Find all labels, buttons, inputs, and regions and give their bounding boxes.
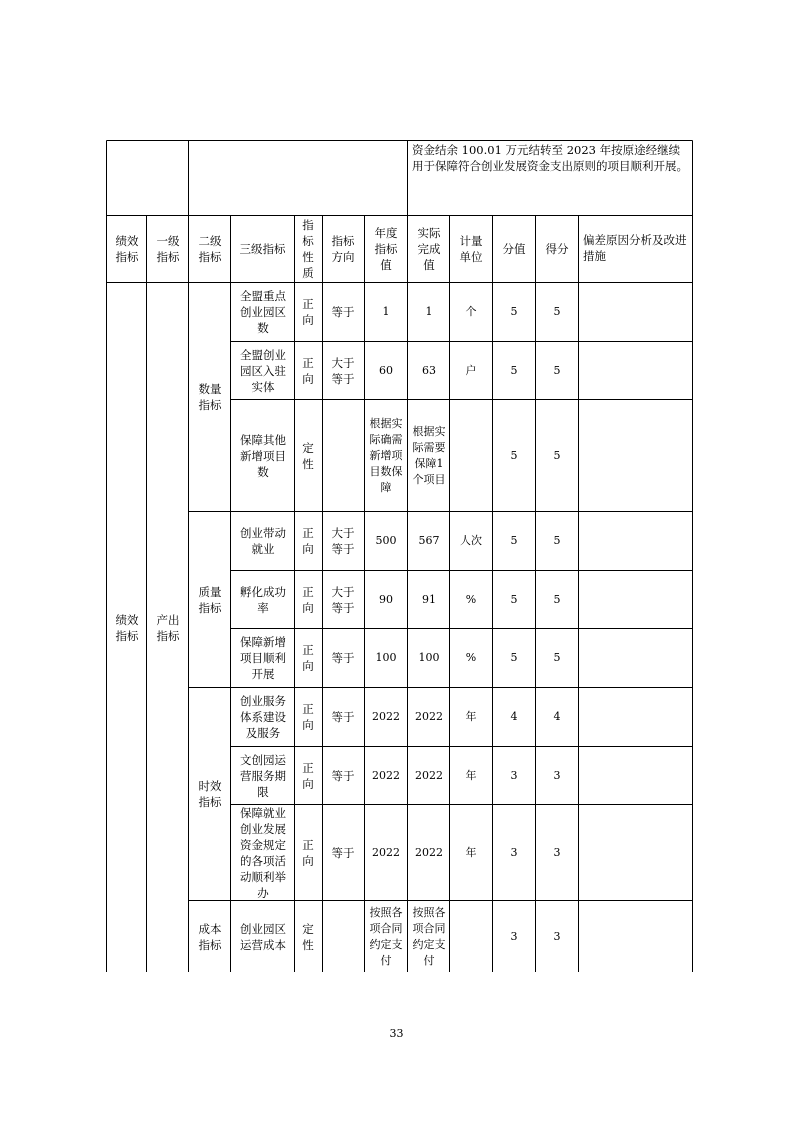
cell-indicator-name: 文创园运营服务期限: [240, 752, 286, 799]
cell-direction: 大于等于: [331, 526, 355, 556]
cell-score: 5: [510, 651, 518, 664]
cell-actual: 63: [422, 363, 436, 377]
cell-score: 5: [510, 363, 518, 377]
cell-deviation-note: [579, 688, 692, 746]
cell-nature: 正向: [302, 355, 314, 386]
cell-actual: 根据实际需要保障1个项目: [412, 424, 446, 486]
cell-actual: 2022: [415, 768, 443, 782]
cell-got: 3: [553, 768, 561, 782]
cell-direction: [328, 901, 358, 972]
cell-indicator-name: 全盟重点创业园区数: [240, 289, 286, 335]
cell-indicator-name: 创业带动就业: [240, 526, 286, 556]
cell-got: 5: [553, 592, 561, 606]
cell-got: 3: [553, 845, 561, 859]
cell-unit: 人次: [460, 534, 482, 547]
cell-unit: 年: [465, 768, 477, 782]
cell-deviation-note: [579, 571, 692, 628]
cell-unit: 年: [465, 845, 477, 859]
cell-score: 5: [510, 592, 518, 606]
cell-unit: %: [465, 651, 477, 664]
cell-nature: 正向: [302, 526, 314, 556]
cell-deviation-note: [579, 342, 692, 399]
cell-nature: 正向: [302, 584, 314, 615]
cell-got: 3: [553, 929, 561, 943]
cell-nature: 正向: [302, 837, 314, 868]
merged-quantity: 数量指标: [198, 382, 222, 412]
cell-nature: 定性: [302, 440, 314, 471]
header-target: 年度指标值: [374, 226, 398, 272]
cell-score: 4: [510, 710, 518, 723]
cell-deviation-note: [579, 901, 692, 972]
cell-target: 1: [382, 305, 390, 318]
performance-table: [106, 140, 693, 972]
cell-score: 5: [510, 305, 518, 318]
cell-score: 3: [510, 768, 518, 782]
page-number: 33: [389, 1027, 404, 1040]
cell-indicator-name: 保障其他新增项目数: [240, 432, 286, 479]
cell-direction: 等于: [331, 768, 355, 783]
header-nature: 指标性质: [302, 218, 314, 280]
cell-target: 2022: [372, 710, 400, 723]
cell-actual: 567: [418, 534, 440, 547]
cell-target: 根据实际确需新增项目数保障: [369, 416, 403, 494]
merged-cost: 成本指标: [198, 921, 222, 952]
cell-direction: 大于等于: [331, 584, 355, 615]
cell-unit: [454, 400, 488, 511]
cell-deviation-note: [579, 805, 692, 900]
cell-direction: [328, 400, 358, 511]
cell-score: 5: [510, 448, 518, 462]
cell-deviation-note: [579, 747, 692, 804]
cell-nature: 正向: [302, 297, 314, 327]
cell-unit: [454, 901, 488, 972]
cell-actual: 2022: [415, 710, 443, 723]
cell-deviation-note: [579, 512, 692, 570]
cell-score: 5: [510, 534, 518, 547]
cell-target: 60: [379, 363, 393, 377]
cell-actual: 2022: [415, 845, 443, 859]
cell-got: 5: [553, 448, 561, 462]
header-level3: 三级指标: [239, 242, 286, 256]
merged-timeliness: 时效指标: [198, 779, 222, 809]
cell-direction: 等于: [331, 305, 355, 319]
cell-direction: 等于: [331, 845, 355, 860]
cell-nature: 正向: [302, 702, 314, 732]
cell-target: 2022: [372, 768, 400, 782]
merged-output: 产出指标: [156, 612, 180, 643]
cell-indicator-name: 创业园区运营成本: [240, 921, 286, 952]
header-unit: 计量单位: [459, 234, 483, 264]
cell-direction: 等于: [331, 710, 355, 724]
cell-unit: 个: [465, 305, 477, 318]
cell-nature: 正向: [302, 643, 314, 673]
cell-actual: 100: [418, 651, 440, 664]
merged-perf: 绩效指标: [115, 612, 139, 643]
cell-actual: 按照各项合同约定支付: [412, 905, 446, 967]
cell-unit: 年: [465, 710, 477, 723]
cell-indicator-name: 创业服务体系建设及服务: [240, 694, 286, 740]
cell-target: 按照各项合同约定支付: [369, 905, 403, 967]
cell-score: 3: [510, 845, 518, 859]
cell-got: 5: [553, 651, 561, 664]
cell-direction: 等于: [331, 651, 355, 665]
cell-indicator-name: 孵化成功率: [240, 584, 286, 615]
cell-target: 90: [379, 592, 393, 606]
header-perf: 绩效指标: [115, 234, 139, 264]
cell-score: 3: [510, 929, 518, 943]
cell-deviation-note: [579, 283, 692, 341]
cell-target: 2022: [372, 845, 400, 859]
header-score: 分值: [502, 242, 526, 256]
cell-direction: 大于等于: [331, 355, 355, 386]
cell-got: 5: [553, 305, 561, 318]
header-got: 得分: [545, 242, 569, 256]
cell-indicator-name: 保障就业创业发展资金规定的各项活动顺利举办: [240, 805, 286, 900]
cell-nature: 正向: [302, 760, 314, 791]
cell-got: 5: [553, 363, 561, 377]
cell-deviation-note: [579, 629, 692, 687]
cell-indicator-name: 全盟创业园区入驻实体: [240, 347, 286, 394]
cell-target: 500: [375, 534, 397, 547]
cell-unit: %: [465, 592, 477, 606]
cell-nature: 定性: [302, 921, 314, 952]
cell-unit: 户: [465, 363, 477, 377]
cell-got: 5: [553, 534, 561, 547]
header-direction: 指标方向: [331, 234, 355, 264]
header-level2: 二级指标: [198, 234, 222, 264]
cell-deviation-note: [579, 400, 692, 511]
cell-actual: 1: [425, 305, 433, 318]
header-actual: 实际完成值: [417, 226, 441, 272]
cell-got: 4: [553, 710, 561, 723]
merged-quality: 质量指标: [198, 584, 222, 615]
header-level1: 一级指标: [156, 234, 180, 264]
cell-actual: 91: [422, 592, 436, 606]
carryover-note: 资金结余 100.01 万元结转至 2023 年按原途经继续用于保障符合创业发展资金支出原则的项目顺利开展。: [412, 143, 688, 173]
cell-target: 100: [375, 651, 397, 664]
header-deviation: 偏差原因分析及改进措施: [583, 233, 687, 263]
cell-indicator-name: 保障新增项目顺利开展: [240, 635, 286, 681]
